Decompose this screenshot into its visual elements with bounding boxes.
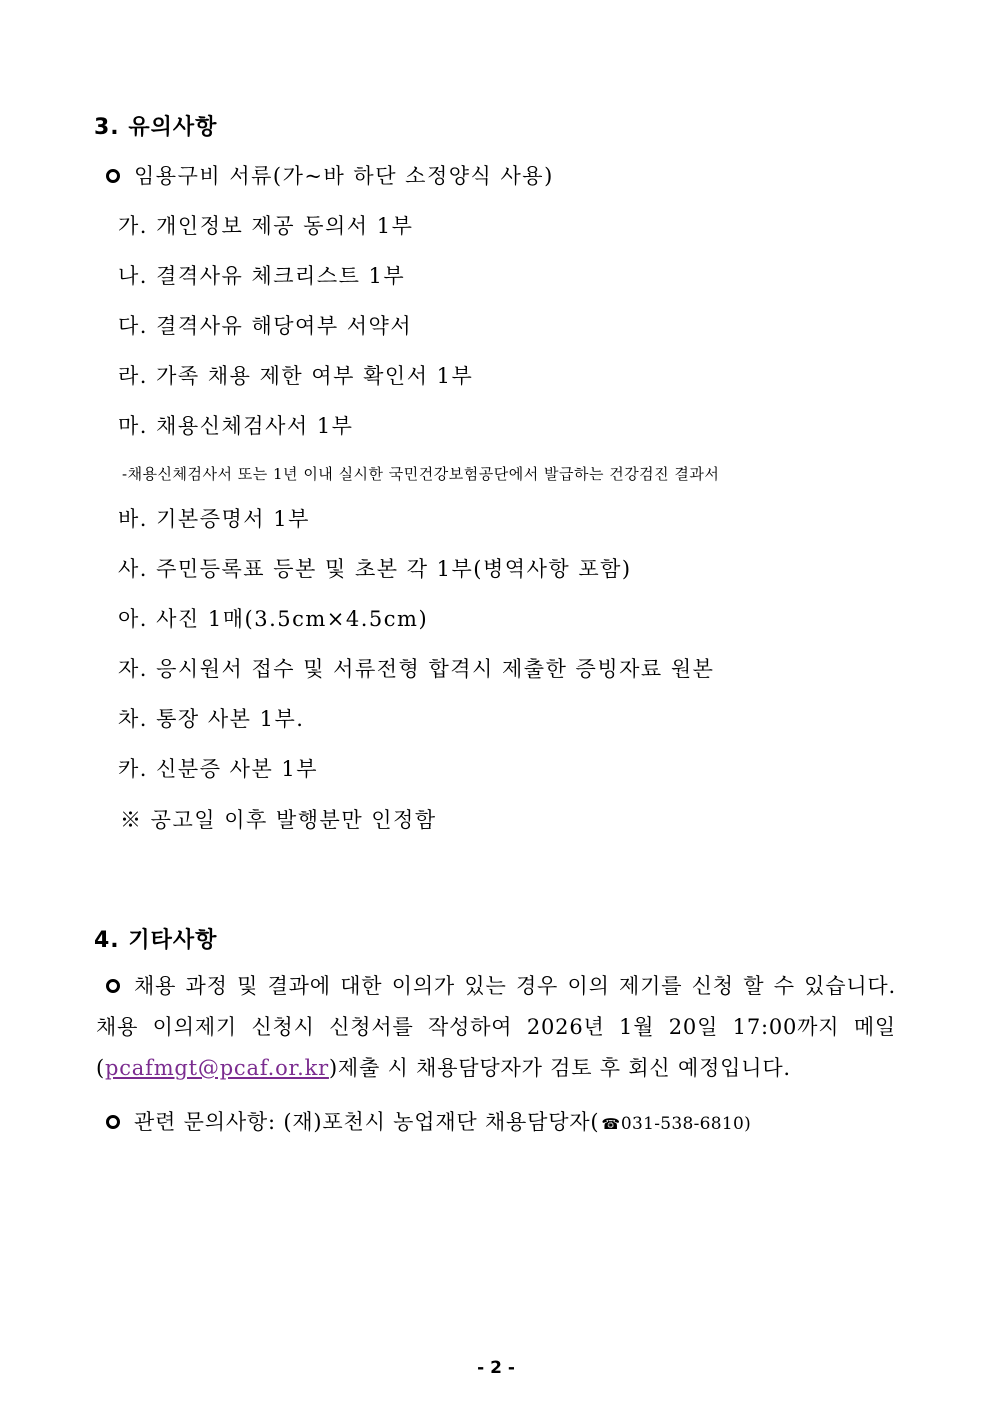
list-item: 자. 응시원서 접수 및 서류전형 합격시 제출한 증빙자료 원본 [118,657,715,681]
list-item: 카. 신분증 사본 1부 [118,757,319,781]
section-3-heading: 3. 유의사항 [94,115,218,140]
objection-text-part2: )제출 시 채용담당자가 검토 후 회신 예정입니다. [328,1056,791,1080]
contact-phone: 031-538-6810) [620,1114,752,1134]
list-item: 가. 개인정보 제공 동의서 1부 [118,214,414,238]
list-item: 나. 결격사유 체크리스트 1부 [118,264,406,288]
contact-label: 관련 문의사항: (재)포천시 농업재단 채용담당자( [134,1110,600,1134]
list-item: 다. 결격사유 해당여부 서약서 [118,314,413,338]
circle-bullet-icon [106,169,120,183]
phone-icon: ☎ [601,1115,621,1133]
objection-text-part1: 채용 과정 및 결과에 대한 이의가 있는 경우 이의 제기를 신청 할 수 있습니다. 채용 이의제기 신청시 신청서를 작성하여 2026년 1월 20일 17:00까지 메일 ( [96,974,896,1080]
list-item: 마. 채용신체검사서 1부 [118,414,354,438]
section-4-heading: 4. 기타사항 [94,928,218,953]
email-link[interactable]: pcafmgt@pcaf.or.kr [105,1056,329,1080]
list-item: 차. 통장 사본 1부. [118,707,305,731]
intro-text: 임용구비 서류(가~바 하단 소정양식 사용) [134,164,554,188]
notice-line: ※ 공고일 이후 발행분만 인정함 [120,808,437,832]
list-item: 라. 가족 채용 제한 여부 확인서 1부 [118,364,474,388]
objection-paragraph [96,966,896,1089]
section-3-intro [106,160,554,190]
list-item: 아. 사진 1매(3.5cm×4.5cm) [118,607,429,631]
list-item-note: -채용신체검사서 또는 1년 이내 실시한 국민건강보험공단에서 발급하는 건강검진 결과서 [122,465,720,483]
contact-line [106,1106,751,1136]
page-number: - 2 - [477,1358,515,1378]
circle-bullet-icon [106,1115,120,1129]
list-item: 사. 주민등록표 등본 및 초본 각 1부(병역사항 포함) [118,557,632,581]
list-item: 바. 기본증명서 1부 [118,507,310,531]
circle-bullet-icon [106,979,120,993]
